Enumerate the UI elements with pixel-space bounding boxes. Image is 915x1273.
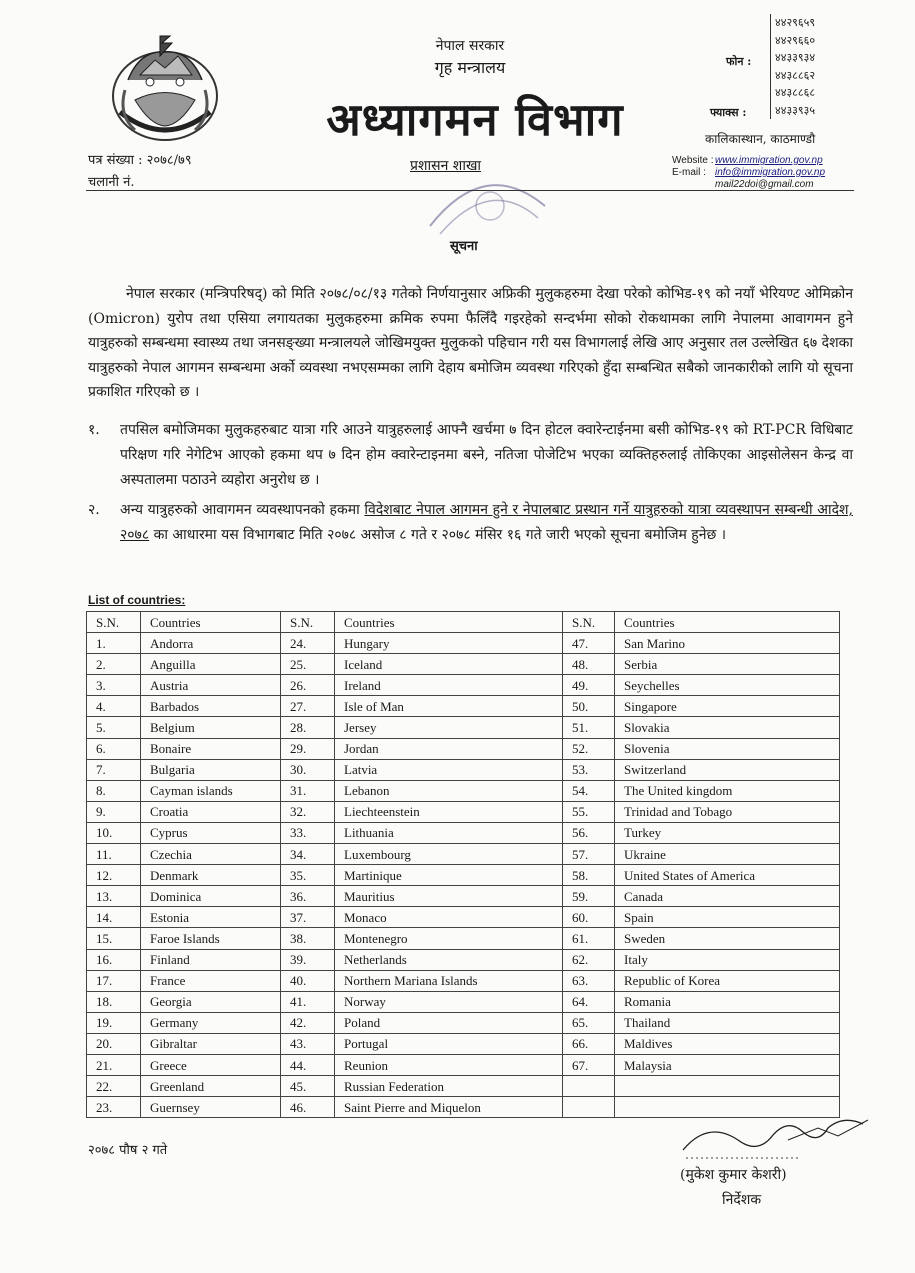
website-link[interactable]: www.immigration.gov.np	[715, 155, 823, 166]
country-name: Monaco	[335, 907, 563, 928]
country-name: Seychelles	[615, 675, 840, 696]
serial-number: 32.	[281, 801, 335, 822]
serial-number: 64.	[563, 991, 615, 1012]
country-name: Greece	[141, 1054, 281, 1075]
country-name: Reunion	[335, 1054, 563, 1075]
country-name: Belgium	[141, 717, 281, 738]
country-name: Portugal	[335, 1033, 563, 1054]
serial-number: 14.	[87, 907, 141, 928]
serial-number: 27.	[281, 696, 335, 717]
serial-number: 58.	[563, 865, 615, 886]
contact-links	[672, 155, 852, 191]
serial-number: 31.	[281, 780, 335, 801]
table-row	[87, 949, 840, 970]
email-link-secondary[interactable]: mail22doi@gmail.com	[715, 179, 814, 190]
column-header: Countries	[141, 612, 281, 633]
country-name: Iceland	[335, 654, 563, 675]
table-row	[87, 844, 840, 865]
point-text-post: का आधारमा यस विभागबाट मिति २०७८ असोज ८ गते र २०७८ मंसिर १६ गते जारी भएको सूचना बमोजिम हुनेछ ।	[149, 527, 727, 543]
country-name: Barbados	[141, 696, 281, 717]
country-name: Norway	[335, 991, 563, 1012]
country-name: France	[141, 970, 281, 991]
serial-number: 17.	[87, 970, 141, 991]
country-name: Lithuania	[335, 822, 563, 843]
table-row	[87, 1076, 840, 1097]
table-row	[87, 822, 840, 843]
country-name	[615, 1076, 840, 1097]
notice-paragraph: नेपाल सरकार (मन्त्रिपरिषद्) को मिति २०७८/०८/१३ गतेको निर्णयानुसार अफ्रिकी मुलुकहरुमा देखा परेको कोभिड-१९ को नयाँ भेरियण्ट ओमिक्रोन (Omicron) युरोप तथा एसिया लगायतका मुलुकहरुमा क्रमिक रुपमा फैलिँदै गइरहेको सन्दर्भमा सोको रोकथामका लागि नेपालमा आवागमन हुने यात्रुहरुको सम्बन्धमा स्वास्थ्य तथा जनसङ्ख्या मन्त्रालयले जोखिमयुक्त मुलुकको पहिचान गरी यस विभागलाई लेखि आए अनुसार तल उल्लेखित ६७ देशका यात्रुहरुको नेपाल आगमन सम्बन्धमा अर्को व्यवस्था नभएसम्मका लागि देहाय बमोजिम व्यवस्था गरिएको हुँदा सम्बन्धित सबैको जानकारीको लागि यो सूचना प्रकाशित गरिएको छ ।	[88, 286, 853, 400]
serial-number: 43.	[281, 1033, 335, 1054]
table-row	[87, 801, 840, 822]
country-name: Serbia	[615, 654, 840, 675]
serial-number: 25.	[281, 654, 335, 675]
country-name: Montenegro	[335, 928, 563, 949]
serial-number: 37.	[281, 907, 335, 928]
point-number: २.	[88, 502, 100, 518]
serial-number: 24.	[281, 633, 335, 654]
serial-number: 44.	[281, 1054, 335, 1075]
serial-number: 59.	[563, 886, 615, 907]
country-name: Germany	[141, 1012, 281, 1033]
signature-icon	[678, 1110, 878, 1170]
country-name: Estonia	[141, 907, 281, 928]
country-name: Andorra	[141, 633, 281, 654]
country-name: Gibraltar	[141, 1033, 281, 1054]
serial-number: 38.	[281, 928, 335, 949]
serial-number: 10.	[87, 822, 141, 843]
country-name: Lebanon	[335, 780, 563, 801]
serial-number: 65.	[563, 1012, 615, 1033]
government-heading	[370, 35, 570, 79]
serial-number: 9.	[87, 801, 141, 822]
serial-number: 57.	[563, 844, 615, 865]
country-name: Liechteenstein	[335, 801, 563, 822]
country-name: Dominica	[141, 886, 281, 907]
serial-number: 33.	[281, 822, 335, 843]
serial-number: 1.	[87, 633, 141, 654]
serial-number: 54.	[563, 780, 615, 801]
country-name: Hungary	[335, 633, 563, 654]
serial-number: 45.	[281, 1076, 335, 1097]
serial-number: 21.	[87, 1054, 141, 1075]
office-address: कालिकास्थान, काठमाण्डौ	[705, 132, 816, 146]
serial-number: 16.	[87, 949, 141, 970]
serial-number: 66.	[563, 1033, 615, 1054]
serial-number: 11.	[87, 844, 141, 865]
country-table	[86, 611, 840, 1118]
table-row	[87, 717, 840, 738]
serial-number: 50.	[563, 696, 615, 717]
serial-number: 63.	[563, 970, 615, 991]
serial-number: 62.	[563, 949, 615, 970]
table-row	[87, 907, 840, 928]
serial-number: 34.	[281, 844, 335, 865]
serial-number: 7.	[87, 759, 141, 780]
serial-number: 67.	[563, 1054, 615, 1075]
serial-number: 30.	[281, 759, 335, 780]
country-name: Mauritius	[335, 886, 563, 907]
country-name: United States of America	[615, 865, 840, 886]
table-header-row	[87, 612, 840, 633]
phone-list	[770, 14, 815, 119]
country-name: Jordan	[335, 738, 563, 759]
serial-number: 42.	[281, 1012, 335, 1033]
country-name: Canada	[615, 886, 840, 907]
country-name: Jersey	[335, 717, 563, 738]
table-row	[87, 696, 840, 717]
header-divider	[86, 190, 854, 191]
serial-number: 19.	[87, 1012, 141, 1033]
column-header: S.N.	[563, 612, 615, 633]
table-row	[87, 865, 840, 886]
serial-number: 20.	[87, 1033, 141, 1054]
nepal-emblem-icon	[100, 30, 230, 148]
country-name: Denmark	[141, 865, 281, 886]
phone-number: ४४३८८६२	[775, 68, 816, 82]
country-name: Turkey	[615, 822, 840, 843]
table-row	[87, 633, 840, 654]
country-name: Luxembourg	[335, 844, 563, 865]
serial-number: 49.	[563, 675, 615, 696]
serial-number	[563, 1076, 615, 1097]
table-row	[87, 759, 840, 780]
column-header: Countries	[335, 612, 563, 633]
country-name: Sweden	[615, 928, 840, 949]
serial-number: 23.	[87, 1097, 141, 1118]
country-name: Anguilla	[141, 654, 281, 675]
table-row	[87, 970, 840, 991]
serial-number: 41.	[281, 991, 335, 1012]
point-number: १.	[88, 422, 100, 438]
serial-number: 13.	[87, 886, 141, 907]
country-name: Cayman islands	[141, 780, 281, 801]
country-name: Poland	[335, 1012, 563, 1033]
phone-number: ४४३८८६८	[775, 86, 816, 99]
country-name: Isle of Man	[335, 696, 563, 717]
serial-number: 26.	[281, 675, 335, 696]
country-name: Ireland	[335, 675, 563, 696]
serial-number: 60.	[563, 907, 615, 928]
serial-number: 22.	[87, 1076, 141, 1097]
country-name: Russian Federation	[335, 1076, 563, 1097]
country-list-title: List of countries:	[88, 593, 186, 607]
country-name: Trinidad and Tobago	[615, 801, 840, 822]
country-name: Austria	[141, 675, 281, 696]
country-name: Czechia	[141, 844, 281, 865]
country-name: Netherlands	[335, 949, 563, 970]
serial-number: 28.	[281, 717, 335, 738]
country-name: Faroe Islands	[141, 928, 281, 949]
serial-number: 18.	[87, 991, 141, 1012]
serial-number: 56.	[563, 822, 615, 843]
table-row	[87, 738, 840, 759]
country-name: Bulgaria	[141, 759, 281, 780]
point-text: तपसिल बमोजिमका मुलुकहरुबाट यात्रा गरि आउने यात्रुहरुलाई आफ्नै खर्चमा ७ दिन होटल क्वारेन्टाईनमा बसी कोभिड-१९ को RT-PCR विधिबाट परिक्षण गरि नेगेटिभ आएको हकमा थप ७ दिन होम क्वारेन्टाइनमा बस्ने, नतिजा पोजेटिभ भएका व्यक्तिहरुलाई तोकिएका आइसोलेसन केन्द्र वा अस्पतालमा पठाउने व्यहोरा अनुरोध छ ।	[120, 422, 853, 488]
phone-label: फोन :	[726, 55, 752, 68]
country-name: Switzerland	[615, 759, 840, 780]
letter-reference	[88, 150, 192, 194]
serial-number: 35.	[281, 865, 335, 886]
letter-number: पत्र संख्या : २०७८/७९	[88, 153, 192, 168]
serial-number: 47.	[563, 633, 615, 654]
phone-number: ४४२९६६०	[775, 33, 816, 47]
country-name: Guernsey	[141, 1097, 281, 1118]
country-name: Romania	[615, 991, 840, 1012]
country-name: Thailand	[615, 1012, 840, 1033]
phone-number: ४४३३९३४	[775, 51, 816, 64]
serial-number: 61.	[563, 928, 615, 949]
dispatch-number: चलानी नं.	[88, 175, 135, 190]
country-name: Slovenia	[615, 738, 840, 759]
serial-number: 29.	[281, 738, 335, 759]
ministry-name: गृह मन्त्रालय	[434, 58, 506, 77]
table-row	[87, 1033, 840, 1054]
column-header: Countries	[615, 612, 840, 633]
serial-number: 6.	[87, 738, 141, 759]
table-row	[87, 886, 840, 907]
country-name: San Marino	[615, 633, 840, 654]
signatory-title: निर्देशक	[722, 1192, 762, 1208]
country-name: Slovakia	[615, 717, 840, 738]
department-stamp-icon	[420, 166, 550, 236]
website-label: Website :	[672, 155, 714, 166]
signatory-name: (मुकेश कुमार केशरी)	[680, 1167, 787, 1183]
country-name: Italy	[615, 949, 840, 970]
government-name: नेपाल सरकार	[435, 38, 505, 54]
country-name: Singapore	[615, 696, 840, 717]
table-row	[87, 1054, 840, 1075]
point-text	[120, 498, 853, 548]
country-name: Martinique	[335, 865, 563, 886]
fax-label: फ्याक्स :	[710, 106, 747, 119]
serial-number: 55.	[563, 801, 615, 822]
phone-number: ४४२९६५९	[775, 16, 816, 29]
order-reference: विदेशबाट नेपाल आगमन हुने र नेपालबाट प्रस्थान गर्ने यात्रुहरुको यात्रा व्यवस्थापन सम्बन्धी आदेश, २०७८	[120, 502, 853, 543]
serial-number: 12.	[87, 865, 141, 886]
country-name: Bonaire	[141, 738, 281, 759]
serial-number: 53.	[563, 759, 615, 780]
country-name: Croatia	[141, 801, 281, 822]
country-name: Georgia	[141, 991, 281, 1012]
country-name: Cyprus	[141, 822, 281, 843]
table-row	[87, 1012, 840, 1033]
email-link[interactable]: info@immigration.gov.np	[715, 167, 826, 178]
serial-number: 8.	[87, 780, 141, 801]
country-name: Greenland	[141, 1076, 281, 1097]
country-name: Ukraine	[615, 844, 840, 865]
serial-number: 5.	[87, 717, 141, 738]
department-title: अध्यागमन विभाग	[326, 93, 624, 146]
serial-number	[563, 1097, 615, 1118]
branch-name: प्रशासन शाखा	[410, 158, 482, 174]
serial-number: 46.	[281, 1097, 335, 1118]
country-name: Finland	[141, 949, 281, 970]
column-header: S.N.	[87, 612, 141, 633]
table-row	[87, 928, 840, 949]
table-row	[87, 780, 840, 801]
serial-number: 51.	[563, 717, 615, 738]
country-name: Spain	[615, 907, 840, 928]
serial-number: 39.	[281, 949, 335, 970]
serial-number: 4.	[87, 696, 141, 717]
table-row	[87, 654, 840, 675]
serial-number: 2.	[87, 654, 141, 675]
point-text-pre: अन्य यात्रुहरुको आवागमन व्यवस्थापनको हकमा	[120, 502, 365, 518]
serial-number: 48.	[563, 654, 615, 675]
point-1	[88, 418, 853, 493]
email-label: E-mail :	[672, 167, 706, 178]
issue-date: २०७८ पौष २ गते	[88, 1143, 168, 1158]
serial-number: 3.	[87, 675, 141, 696]
column-header: S.N.	[281, 612, 335, 633]
notice-label: सूचना	[450, 239, 478, 254]
country-name: Republic of Korea	[615, 970, 840, 991]
country-name: Saint Pierre and Miquelon	[335, 1097, 563, 1118]
serial-number: 52.	[563, 738, 615, 759]
country-name: Latvia	[335, 759, 563, 780]
country-name: The United kingdom	[615, 780, 840, 801]
table-row	[87, 675, 840, 696]
country-name: Malaysia	[615, 1054, 840, 1075]
fax-number: ४४३३९३५	[775, 103, 816, 117]
table-row	[87, 991, 840, 1012]
serial-number: 15.	[87, 928, 141, 949]
point-2	[88, 498, 853, 548]
serial-number: 36.	[281, 886, 335, 907]
country-name: Northern Mariana Islands	[335, 970, 563, 991]
country-name: Maldives	[615, 1033, 840, 1054]
serial-number: 40.	[281, 970, 335, 991]
